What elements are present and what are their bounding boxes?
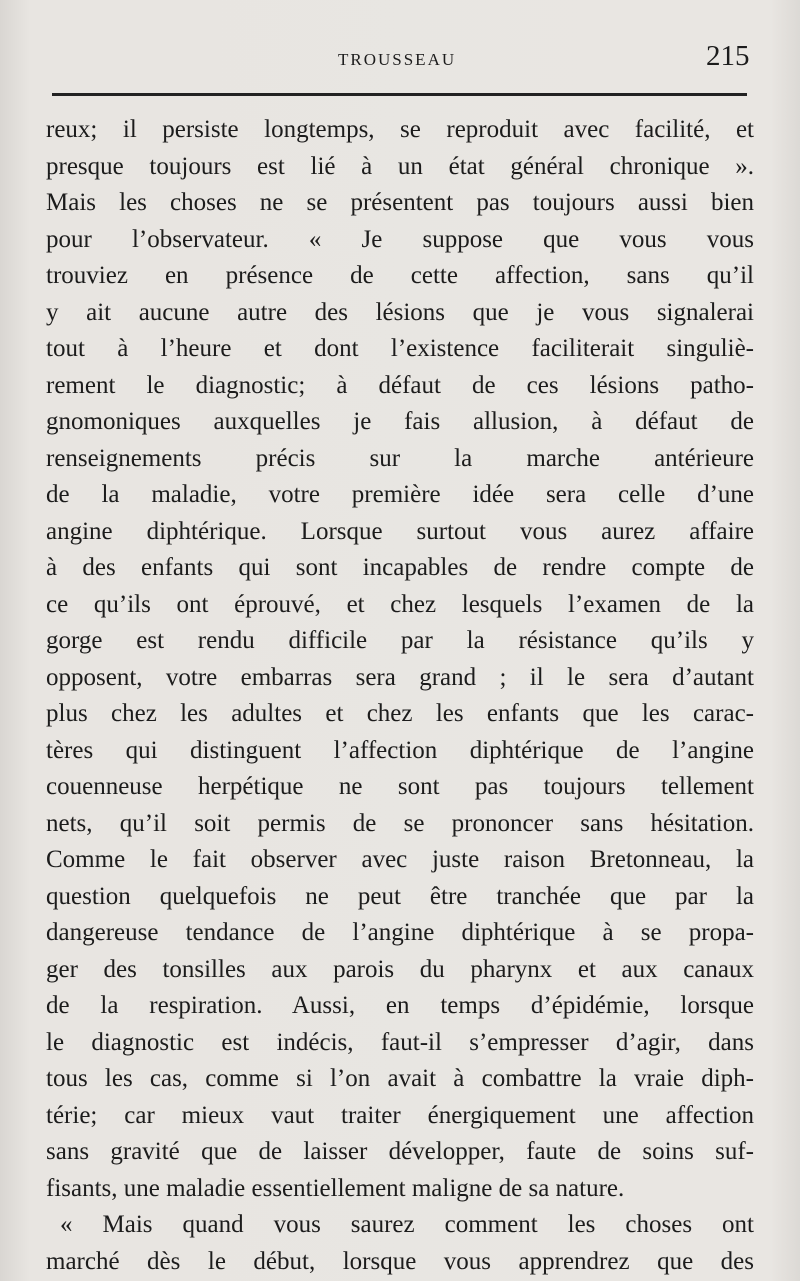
header-rule xyxy=(52,93,747,96)
text-line: presque toujours est lié à un état général chronique ». xyxy=(46,152,754,180)
body-text xyxy=(46,112,754,1280)
text-line: nets, qu’il soit permis de se prononcer sans hésitation. xyxy=(46,809,754,837)
text-line: ger des tonsilles aux parois du pharynx et aux canaux xyxy=(46,955,754,983)
text-line: reux; il persiste longtemps, se reproduit avec facilité, et xyxy=(46,116,754,143)
text-line: de la maladie, votre première idée sera celle d’une xyxy=(46,481,754,508)
text-line: « Mais quand vous saurez comment les choses ont xyxy=(60,1211,754,1238)
text-line: fisants, une maladie essentiellement maligne de sa nature. xyxy=(46,1174,625,1202)
text-line: de la respiration. Aussi, en temps d’épidémie, lorsque xyxy=(46,992,754,1019)
text-line: tous les cas, comme si l’on avait à combattre la vraie diph- xyxy=(46,1065,754,1092)
text-line: dangereuse tendance de l’angine diphtérique à se propa- xyxy=(46,919,754,946)
text-line: question quelquefois ne peut être tranchée que par la xyxy=(46,882,754,910)
text-line: y ait aucune autre des lésions que je vous signalerai xyxy=(46,298,754,326)
text-line: le diagnostic est indécis, faut-il s’empresser d’agir, dans xyxy=(46,1028,754,1056)
running-title: TROUSSEAU xyxy=(338,50,457,69)
text-line: renseignements précis sur la marche antérieure xyxy=(46,444,754,472)
text-line: sans gravité que de laisser développer, faute de soins suf- xyxy=(46,1138,754,1165)
text-line: ce qu’ils ont éprouvé, et chez lesquels l’examen de la xyxy=(46,590,754,618)
text-line: gnomoniques auxquelles je fais allusion, à défaut de xyxy=(46,408,754,435)
text-line: à des enfants qui sont incapables de rendre compte de xyxy=(46,554,754,581)
text-line: tères qui distinguent l’affection diphtérique de l’angine xyxy=(46,736,754,764)
text-line: trouviez en présence de cette affection, sans qu’il xyxy=(46,262,754,289)
text-line: tout à l’heure et dont l’existence faciliterait singuliè- xyxy=(46,335,754,362)
text-line: gorge est rendu difficile par la résistance qu’ils y xyxy=(46,627,754,654)
text-line: rement le diagnostic; à défaut de ces lésions patho- xyxy=(46,371,754,399)
text-line: Mais les choses ne se présentent pas toujours aussi bien xyxy=(46,189,754,216)
page-number: 215 xyxy=(706,40,750,72)
text-line: plus chez les adultes et chez les enfants que les carac- xyxy=(46,700,754,727)
running-head xyxy=(0,40,800,80)
text-line: couenneuse herpétique ne sont pas toujours tellement xyxy=(46,773,754,800)
text-line: Comme le fait observer avec juste raison Bretonneau, la xyxy=(46,846,754,873)
text-line: angine diphtérique. Lorsque surtout vous aurez affaire xyxy=(46,517,754,545)
text-line: opposent, votre embarras sera grand ; il le sera d’autant xyxy=(46,663,754,691)
text-line: térie; car mieux vaut traiter énergiquement une affection xyxy=(46,1101,754,1129)
text-line: marché dès le début, lorsque vous apprendrez que des xyxy=(46,1247,754,1275)
text-line: pour l’observateur. « Je suppose que vous vous xyxy=(46,225,754,253)
